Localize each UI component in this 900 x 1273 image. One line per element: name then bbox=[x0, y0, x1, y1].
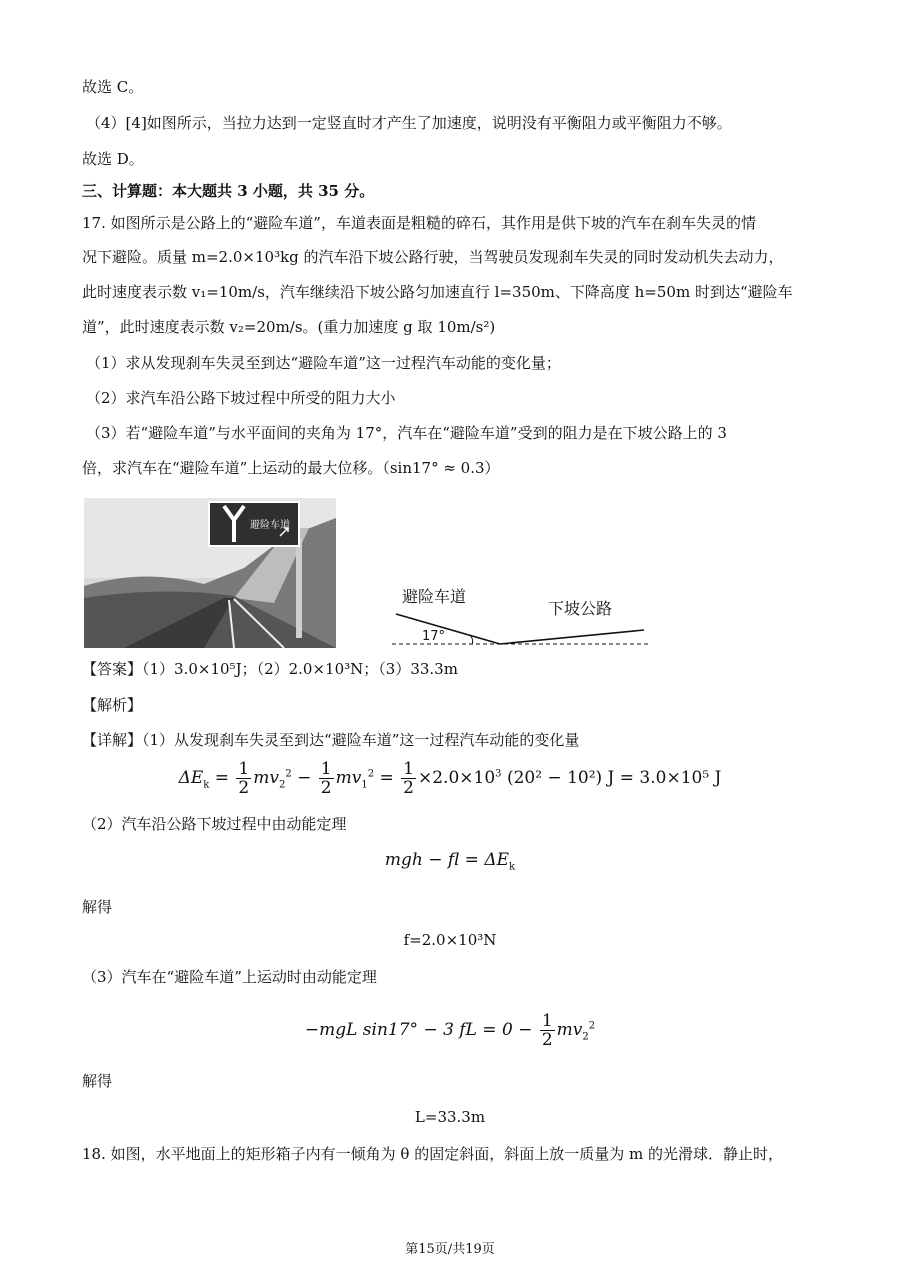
escape-lane-photo-art bbox=[84, 498, 336, 648]
question-part: （1）求从发现刹车失灵至到达“避险车道”这一过程汽车动能的变化量； bbox=[86, 354, 561, 372]
equation-energy-theorem: mgh − fl = $\Delta E_k$ bbox=[384, 850, 516, 873]
eq-subscript: k bbox=[203, 779, 210, 791]
question-part: 倍，求汽车在“避险车道”上运动的最大位移。（sin17° ≈ 0.3） bbox=[82, 459, 500, 477]
label-downhill-road: 下坡公路 bbox=[548, 599, 613, 618]
question-part: （2）求汽车沿公路下坡过程中所受的阻力大小 bbox=[86, 389, 396, 407]
eq-symbol: ΔE bbox=[178, 768, 204, 788]
text-line: 解得 bbox=[82, 1072, 113, 1090]
result-f: f=2.0×10³N bbox=[403, 931, 497, 949]
eq-term: −mgL sin17° − 3 fL = 0 − bbox=[304, 1020, 533, 1040]
eq-term: mv bbox=[556, 1020, 583, 1040]
text-line: （4）[4]如图所示，当拉力达到一定竖直时才产生了加速度，说明没有平衡阻力或平衡阻力不够。 bbox=[86, 114, 732, 132]
section-heading: 三、计算题：本大题共 3 小题，共 35 分。 bbox=[82, 182, 375, 200]
angle-label: 17° bbox=[422, 629, 446, 644]
question-text: 况下避险。质量 m=2.0×10³kg 的汽车沿下坡公路行驶，当驾驶员发现刹车失灵的同时发动机失去动力， bbox=[82, 248, 784, 266]
eq-term: ×2.0×10 bbox=[418, 768, 496, 788]
equation-kinetic-change: $\Delta E_k$ = $\frac{1}{2}$ $mv_2^2$ − $\frac{1}{2}$ $mv_1^2$ = $\frac{1}{2}$ $\times 2.0\times 10^3$ (20² − 10²) J = 3.0×10⁵ J bbox=[178, 759, 722, 798]
answer-line: 【答案】（1）3.0×10⁵J；（2）2.0×10³N；（3）33.3m bbox=[82, 660, 458, 678]
slope-diagram bbox=[392, 580, 662, 654]
escape-lane-photo bbox=[84, 498, 336, 648]
detail-line: （2）汽车沿公路下坡过程中由动能定理 bbox=[82, 815, 347, 833]
label-escape-lane: 避险车道 bbox=[402, 587, 467, 606]
text-line: 解得 bbox=[82, 898, 113, 916]
question-part: （3）若“避险车道”与水平面间的夹角为 17°，汽车在“避险车道”受到的阻力是在下坡公路上的 3 bbox=[86, 424, 727, 442]
analysis-heading: 【解析】 bbox=[82, 696, 143, 714]
eq-term: (20² − 10²) J = 3.0×10⁵ J bbox=[506, 768, 722, 788]
question-text: 18. 如图，水平地面上的矩形箱子内有一倾角为 θ 的固定斜面，斜面上放一质量为 m 的光滑球．静止时， bbox=[82, 1145, 783, 1163]
result-L: L=33.3m bbox=[414, 1108, 486, 1126]
question-text: 道”，此时速度表示数 v₂=20m/s。(重力加速度 g 取 10m/s²) bbox=[82, 318, 496, 336]
page-number: 第15页/共19页 bbox=[405, 1242, 495, 1257]
detail-line: 【详解】（1）从发现刹车失灵至到达“避险车道”这一过程汽车动能的变化量 bbox=[82, 731, 580, 749]
detail-line: （3）汽车在“避险车道”上运动时由动能定理 bbox=[82, 968, 377, 986]
eq-term: mv bbox=[253, 768, 279, 788]
equation-escape-lane: −mgL sin17° − 3 fL = 0 − $\frac{1}{2}$ $mv_2^2$ bbox=[304, 1011, 596, 1050]
text-line: 故选 C。 bbox=[82, 78, 144, 96]
question-text: 此时速度表示数 v₁=10m/s，汽车继续沿下坡公路匀加速直行 l=350m、下降高度 h=50m 时到达“避险车 bbox=[82, 283, 793, 301]
question-text: 17. 如图所示是公路上的“避险车道”，车道表面是粗糙的碎石，其作用是供下坡的汽车在刹车失灵的情 bbox=[82, 214, 756, 232]
sign-text: 避险车道 bbox=[250, 520, 290, 531]
slope-diagram-art bbox=[392, 580, 662, 654]
eq-term: mgh − fl = ΔE bbox=[384, 850, 510, 870]
text-line: 故选 D。 bbox=[82, 150, 144, 168]
